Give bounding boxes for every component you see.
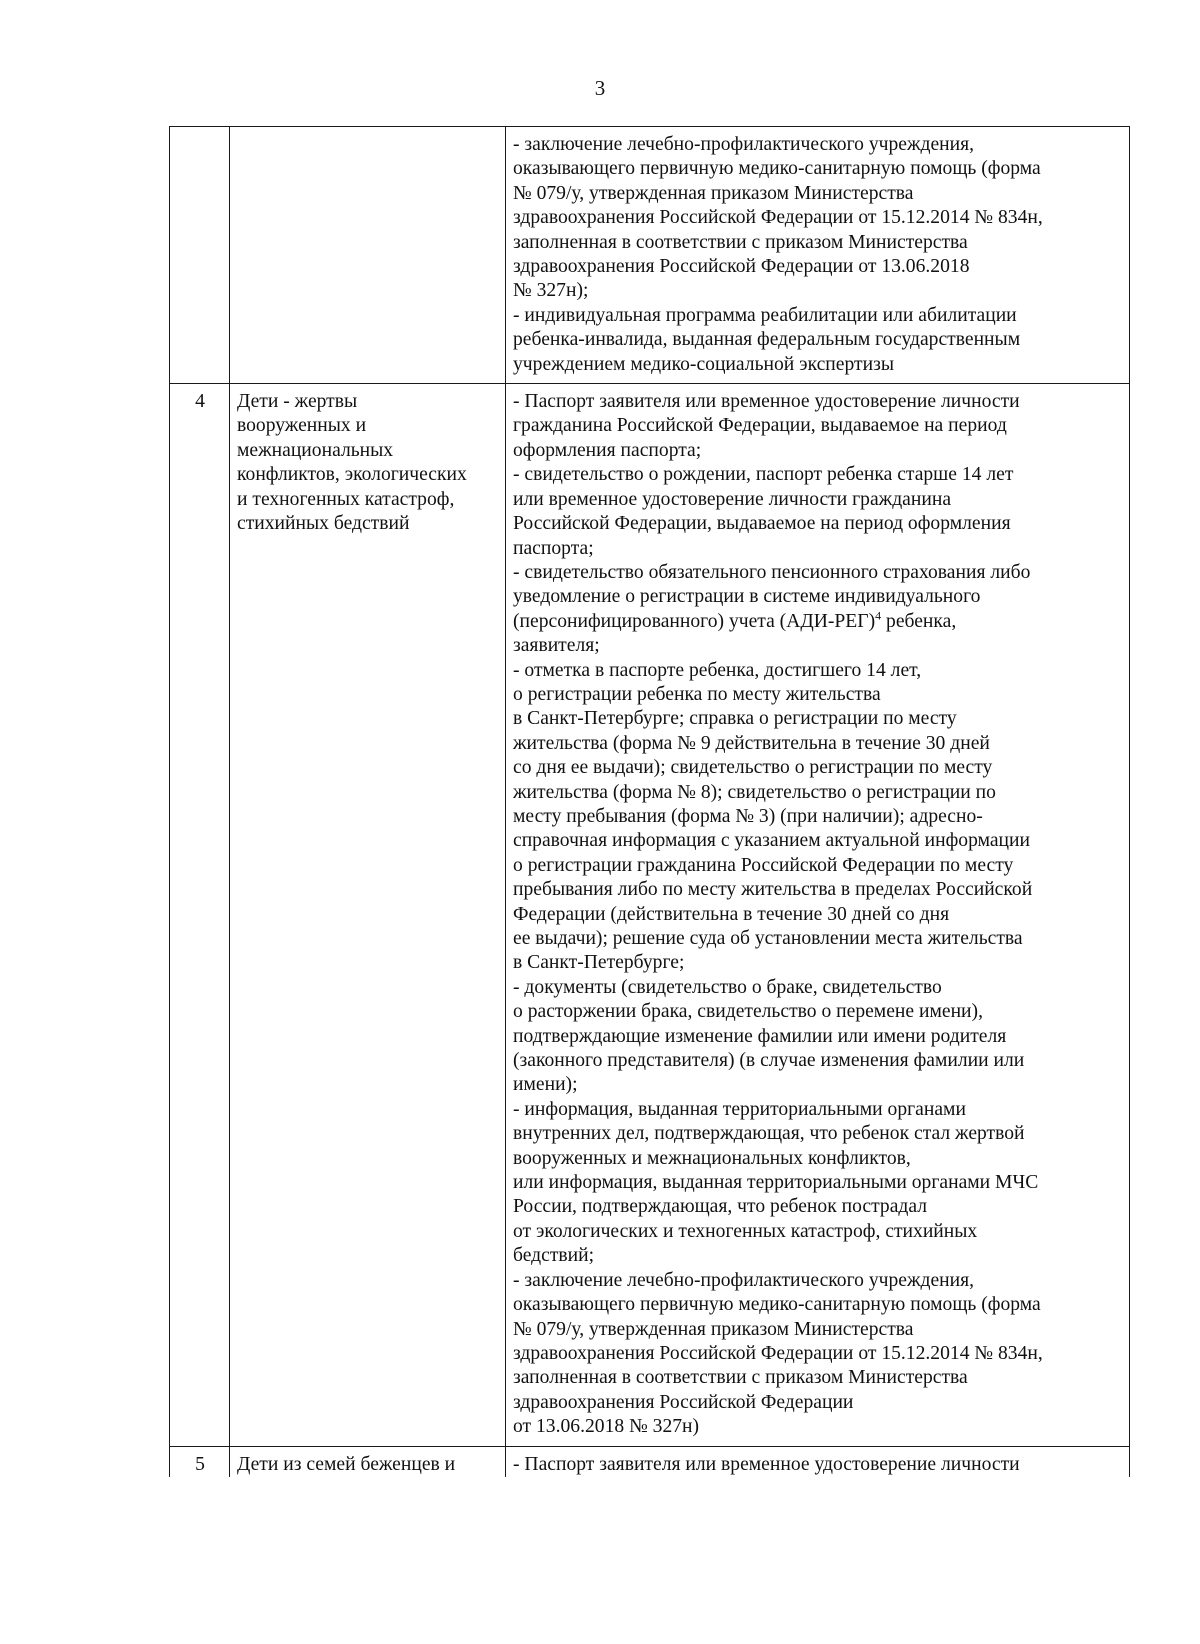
document-line [513, 390, 1123, 414]
document-line-text: - свидетельство обязательного пенсионного страхования либо [513, 561, 1031, 583]
document-line-text: здравоохранения Российской Федерации [513, 1391, 854, 1413]
document-line [513, 610, 1123, 634]
document-line [513, 1195, 1123, 1219]
document-line-text: учреждением медико-социальной экспертизы [513, 353, 894, 375]
document-line-text: месту пребывания (форма № 3) (при наличии); адресно- [513, 805, 983, 827]
document-line [513, 1293, 1123, 1317]
document-line [513, 255, 1123, 279]
category-line: Дети - жертвы [237, 391, 358, 413]
document-line [513, 927, 1123, 951]
document-line [513, 976, 1123, 1000]
page-number: 3 [594, 76, 606, 100]
document-line-text: здравоохранения Российской Федерации от 15.12.2014 № 834н, [513, 1342, 1043, 1364]
document-line [513, 1453, 1123, 1477]
footnote-ref: 4 [875, 608, 882, 623]
document-line-text: заполненная в соответствии с приказом Министерства [513, 1367, 968, 1389]
document-line [513, 829, 1123, 853]
document-line-text: - заключение лечебно-профилактического учреждения, [513, 1269, 975, 1291]
document-line-text: от экологических и техногенных катастроф, стихийных [513, 1220, 978, 1242]
document-line-text: № 327н); [513, 280, 589, 302]
document-line-text: справочная информация с указанием актуальной информации [513, 830, 1030, 852]
document-line [513, 585, 1123, 609]
documents-cell [506, 384, 1130, 1446]
row-number-cell [170, 127, 230, 384]
document-line [513, 206, 1123, 230]
document-line-text: паспорта; [513, 537, 594, 559]
document-line [513, 182, 1123, 206]
documents-table [169, 126, 1130, 1477]
category-line: стихийных бедствий [237, 513, 410, 535]
document-line [513, 878, 1123, 902]
document-line-text: о расторжении брака, свидетельство о перемене имени), [513, 1001, 983, 1023]
document-line-text: о регистрации гражданина Российской Федерации по месту [513, 854, 1014, 876]
row-number: 4 [195, 391, 205, 413]
document-line-text: - Паспорт заявителя или временное удостоверение личности [513, 1453, 1020, 1475]
document-line [513, 781, 1123, 805]
document-line [513, 561, 1123, 585]
document-line [513, 1415, 1123, 1439]
document-line [513, 1391, 1123, 1415]
document-line-text: от 13.06.2018 № 327н) [513, 1416, 700, 1438]
document-line-text: или информация, выданная территориальными органами МЧС [513, 1172, 1039, 1194]
document-line-text: России, подтверждающая, что ребенок пострадал [513, 1196, 928, 1218]
document-line-text: в Санкт-Петербурге; [513, 952, 685, 974]
document-line-text: ребенка-инвалида, выданная федеральным государственным [513, 329, 1021, 351]
document-line [513, 1098, 1123, 1122]
document-line [513, 854, 1123, 878]
document-line [513, 659, 1123, 683]
document-line [513, 1122, 1123, 1146]
table-row [170, 384, 1130, 1446]
document-line [513, 488, 1123, 512]
document-line-text: - информация, выданная территориальными органами [513, 1098, 966, 1120]
document-line-suffix: ребенка, [881, 610, 957, 632]
document-line-text: пребывания либо по месту жительства в пределах Российской [513, 879, 1033, 901]
document-line-text: заявителя; [513, 635, 600, 657]
category-line: конфликтов, экологических [237, 464, 467, 486]
document-line-text: со дня ее выдачи); свидетельство о регистрации по месту [513, 757, 993, 779]
document-line [513, 634, 1123, 658]
document-line-text: вооруженных и межнациональных конфликтов, [513, 1147, 911, 1169]
document-line [513, 1269, 1123, 1293]
document-line-text: № 079/у, утвержденная приказом Министерства [513, 1318, 914, 1340]
document-line-text: № 079/у, утвержденная приказом Министерства [513, 182, 914, 204]
category-line: и техногенных катастроф, [237, 488, 455, 510]
document-line-text: оформления паспорта; [513, 439, 702, 461]
document-line [513, 439, 1123, 463]
document-line [513, 537, 1123, 561]
row-number: 5 [195, 1453, 205, 1475]
row-number-cell [170, 1446, 230, 1477]
document-line [513, 805, 1123, 829]
document-line [513, 512, 1123, 536]
document-line-text: внутренних дел, подтверждающая, что ребенок стал жертвой [513, 1123, 1025, 1145]
document-line-text: (законного представителя) (в случае изменения фамилии или [513, 1050, 1025, 1072]
document-line [513, 903, 1123, 927]
documents-cell [506, 1446, 1130, 1477]
document-line-text: - свидетельство о рождении, паспорт ребенка старше 14 лет [513, 464, 1014, 486]
document-line [513, 1244, 1123, 1268]
document-line [513, 951, 1123, 975]
document-line [513, 1073, 1123, 1097]
document-line-text: о регистрации ребенка по месту жительства [513, 683, 881, 705]
document-line-text: - индивидуальная программа реабилитации или абилитации [513, 304, 1017, 326]
document-line-text: имени); [513, 1074, 578, 1096]
document-line [513, 304, 1123, 328]
document-line [513, 1318, 1123, 1342]
category-cell [230, 384, 506, 1446]
document-line [513, 328, 1123, 352]
document-line-text: или временное удостоверение личности гражданина [513, 488, 952, 510]
document-line-text: жительства (форма № 8); свидетельство о регистрации по [513, 781, 996, 803]
document-line [513, 353, 1123, 377]
table-row [170, 127, 1130, 384]
document-line-text: жительства (форма № 9 действительна в течение 30 дней [513, 732, 990, 754]
document-line [513, 157, 1123, 181]
document-line [513, 707, 1123, 731]
document-line [513, 1220, 1123, 1244]
document-line [513, 1366, 1123, 1390]
document-line [513, 463, 1123, 487]
document-line-text: - Паспорт заявителя или временное удостоверение личности [513, 391, 1020, 413]
category-cell [230, 1446, 506, 1477]
document-line [513, 1147, 1123, 1171]
document-line [513, 414, 1123, 438]
document-line-text: - отметка в паспорте ребенка, достигшего 14 лет, [513, 659, 922, 681]
category-line: Дети из семей беженцев и [237, 1453, 456, 1475]
document-line [513, 1342, 1123, 1366]
document-line-text: здравоохранения Российской Федерации от 13.06.2018 [513, 256, 970, 278]
document-line-text: Российской Федерации, выдаваемое на период оформления [513, 513, 1011, 535]
document-line-text: заполненная в соответствии с приказом Министерства [513, 231, 968, 253]
table-row [170, 1446, 1130, 1477]
document-line-text: - документы (свидетельство о браке, свидетельство [513, 976, 942, 998]
document-line-text: (персонифицированного) учета (АДИ-РЕГ) [513, 610, 876, 632]
document-line-text: оказывающего первичную медико-санитарную помощь (форма [513, 158, 1041, 180]
document-line [513, 756, 1123, 780]
document-line-text: оказывающего первичную медико-санитарную помощь (форма [513, 1294, 1041, 1316]
document-line-text: Федерации (действительна в течение 30 дней со дня [513, 903, 950, 925]
document-line-text: здравоохранения Российской Федерации от 15.12.2014 № 834н, [513, 207, 1043, 229]
category-line: вооруженных и [237, 415, 367, 437]
document-line-text: гражданина Российской Федерации, выдаваемое на период [513, 415, 1007, 437]
document-line [513, 1049, 1123, 1073]
document-line [513, 1000, 1123, 1024]
documents-cell [506, 127, 1130, 384]
document-line [513, 133, 1123, 157]
document-line-text: - заключение лечебно-профилактического учреждения, [513, 134, 975, 155]
document-line-text: уведомление о регистрации в системе индивидуального [513, 586, 981, 608]
document-line-text: в Санкт-Петербурге; справка о регистрации по месту [513, 708, 957, 730]
document-line [513, 1025, 1123, 1049]
category-line: межнациональных [237, 439, 394, 461]
document-line-text: подтверждающие изменение фамилии или имени родителя [513, 1025, 1007, 1047]
row-number-cell [170, 384, 230, 1446]
category-cell [230, 127, 506, 384]
document-line-text: ее выдачи); решение суда об установлении места жительства [513, 928, 1023, 949]
document-line [513, 732, 1123, 756]
document-line-text: бедствий; [513, 1245, 595, 1267]
document-line [513, 1171, 1123, 1195]
document-line [513, 279, 1123, 303]
document-line [513, 231, 1123, 255]
document-line [513, 683, 1123, 707]
